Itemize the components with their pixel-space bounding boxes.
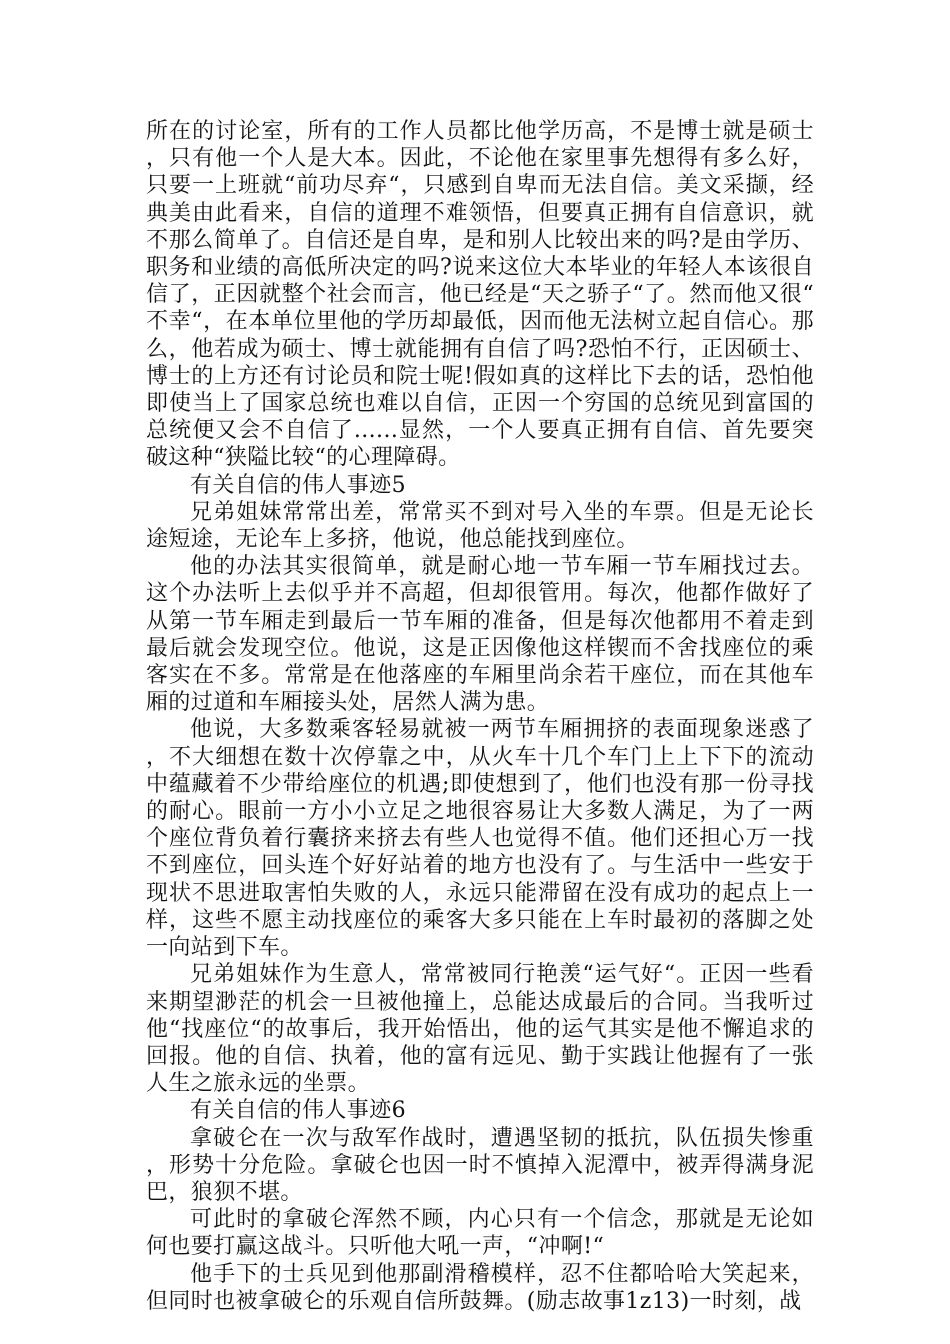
paragraph: 所在的讨论室，所有的工作人员都比他学历高，不是博士就是硕士，只有他一个人是大本。因此，不论他在家里事先想得有多么好，只要一上班就“前功尽弃“，只感到自卑而无法自信。美文采撷，经典美由此看来，自信的道理不难领悟，但要真正拥有自信意识，就不那么简单了。自信还是自卑，是和别人比较出来的吗?是由学历、职务和业绩的高低所决定的吗?说来这位大本毕业的年轻人本该很自信了，正因就整个社会而言，他已经是“天之骄子“了。然而他又很“不幸“，在本单位里他的学历却最低，因而他无法树立起自信心。那么，他若成为硕士、博士就能拥有自信了吗?恐怕不行，正因硕士、博士的上方还有讨论员和院士呢!假如真的这样比下去的话，恐怕他即使当上了国家总统也难以自信，正因一个穷国的总统见到富国的总统便又会不自信了......显然，一个人要真正拥有自信、首先要突破这种“狭隘比较“的心理障碍。 [146, 119, 814, 471]
section-heading: 有关自信的伟人事迹5 [190, 472, 406, 498]
paragraph: 兄弟姐妹作为生意人，常常被同行艳羡“运气好“。正因一些看来期望渺茫的机会一旦被他撞上，总能达成最后的合同。当我听过他“找座位“的故事后，我开始悟出，他的运气其实是他不懈追求的回报。他的自信、执着，他的富有远见、勤于实践让他握有了一张人生之旅永远的坐票。 [146, 962, 814, 1097]
paragraph: 他说，大多数乘客轻易就被一两节车厢拥挤的表面现象迷惑了，不大细想在数十次停靠之中，从火车十几个车门上上下下的流动中蕴藏着不少带给座位的机遇;即使想到了，他们也没有那一份寻找的耐心。眼前一方小小立足之地很容易让大多数人满足，为了一两个座位背负着行囊挤来挤去有些人也觉得不值。他们还担心万一找不到座位，回头连个好好站着的地方也没有了。与生活中一些安于现状不思进取害怕失败的人，永远只能滞留在没有成功的起点上一样，这些不愿主动找座位的乘客大多只能在上车时最初的落脚之处一向站到下车。 [146, 717, 814, 961]
paragraph: 兄弟姐妹常常出差，常常买不到对号入坐的车票。但是无论长途短途，无论车上多挤，他说，他总能找到座位。 [146, 499, 814, 553]
section-heading: 有关自信的伟人事迹6 [190, 1098, 406, 1124]
paragraph: 可此时的拿破仑浑然不顾，内心只有一个信念，那就是无论如何也要打赢这战斗。只听他大吼一声，“冲啊!“ [146, 1207, 814, 1260]
document-page [146, 118, 814, 1315]
paragraph: 他手下的士兵见到他那副滑稽模样，忍不住都哈哈大笑起来，但同时也被拿破仑的乐观自信所鼓舞。(励志故事1z13)一时刻，战 [146, 1261, 814, 1314]
paragraph: 他的办法其实很简单，就是耐心地一节车厢一节车厢找过去。这个办法听上去似乎并不高超，但却很管用。每次，他都作做好了从第一节车厢走到最后一节车厢的准备，但是每次他都用不着走到最后就会发现空位。他说，这是正因像他这样锲而不舍找座位的乘客实在不多。常常是在他落座的车厢里尚余若干座位，而在其他车厢的过道和车厢接头处，居然人满为患。 [146, 554, 814, 716]
paragraph: 拿破仑在一次与敌军作战时，遭遇坚韧的抵抗，队伍损失惨重，形势十分危险。拿破仑也因一时不慎掉入泥潭中，被弄得满身泥巴，狼狈不堪。 [146, 1125, 814, 1205]
